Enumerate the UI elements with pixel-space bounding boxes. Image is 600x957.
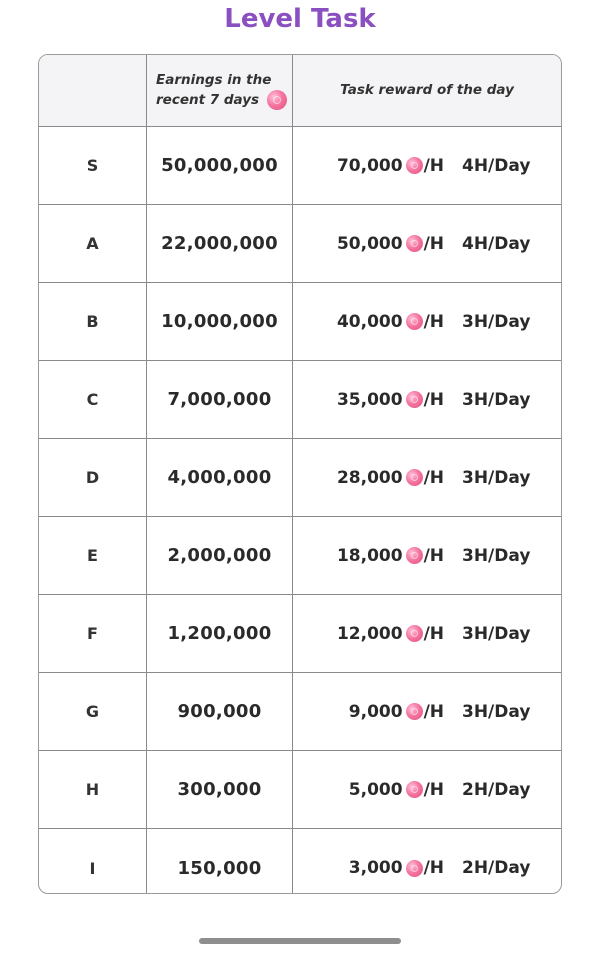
header-reward-cell (293, 55, 561, 126)
coin-icon (406, 313, 423, 330)
earnings-value: 2,000,000 (167, 545, 272, 566)
level-cell (39, 361, 147, 438)
earnings-cell (147, 829, 293, 894)
coin-icon (406, 391, 423, 408)
reward-hours: 2H/Day (462, 858, 531, 878)
reward-amount: 35,000 (336, 389, 403, 410)
reward-hours: 3H/Day (462, 467, 531, 488)
reward-amount: 70,000 (336, 155, 403, 176)
reward-amount: 12,000 (336, 623, 403, 644)
table-row (39, 751, 561, 829)
earnings-value: 50,000,000 (161, 155, 278, 176)
level-label: H (85, 780, 100, 799)
earnings-cell (147, 595, 293, 672)
reward-hours: 3H/Day (462, 389, 531, 410)
reward-unit: /H (423, 545, 444, 566)
level-cell (39, 595, 147, 672)
coin-icon (406, 235, 423, 252)
level-label: C (86, 390, 99, 409)
level-cell (39, 283, 147, 360)
reward-cell (293, 595, 561, 672)
level-cell (39, 829, 147, 894)
page-title: Level Task (224, 4, 376, 34)
header-reward-label: Task reward of the day (340, 82, 514, 98)
level-label: F (87, 624, 98, 643)
table-row (39, 127, 561, 205)
reward-cell (293, 517, 561, 594)
level-cell (39, 517, 147, 594)
reward-cell (293, 829, 561, 894)
reward-cell (293, 439, 561, 516)
level-label: D (85, 468, 100, 487)
earnings-value: 10,000,000 (161, 311, 278, 332)
reward-unit: /H (423, 233, 444, 254)
level-label: I (89, 858, 96, 878)
coin-icon (406, 703, 423, 720)
reward-unit: /H (423, 311, 444, 332)
table-row (39, 361, 561, 439)
home-indicator[interactable] (199, 938, 401, 944)
coin-icon (267, 90, 287, 110)
reward-cell (293, 127, 561, 204)
earnings-cell (147, 673, 293, 750)
coin-icon (406, 860, 423, 877)
reward-amount: 9,000 (348, 701, 403, 722)
reward-amount: 28,000 (336, 467, 403, 488)
earnings-value: 300,000 (177, 779, 262, 800)
reward-hours: 3H/Day (462, 623, 531, 644)
level-label: G (85, 702, 100, 721)
reward-unit: /H (423, 858, 444, 878)
header-earnings-label-line1: Earnings in the (156, 72, 272, 88)
level-cell (39, 751, 147, 828)
earnings-value: 1,200,000 (167, 623, 272, 644)
reward-unit: /H (423, 389, 444, 410)
earnings-value: 7,000,000 (167, 389, 272, 410)
coin-icon (406, 547, 423, 564)
table-row (39, 439, 561, 517)
reward-cell (293, 361, 561, 438)
earnings-value: 4,000,000 (167, 467, 272, 488)
reward-hours: 4H/Day (462, 155, 531, 176)
level-task-table (38, 54, 562, 894)
reward-unit: /H (423, 701, 444, 722)
reward-amount: 5,000 (348, 779, 403, 800)
table-header-row (39, 55, 561, 127)
earnings-value: 22,000,000 (161, 233, 278, 254)
reward-hours: 4H/Day (462, 233, 531, 254)
coin-icon (406, 469, 423, 486)
header-earnings-label-line2: recent 7 days (156, 91, 260, 108)
reward-amount: 18,000 (336, 545, 403, 566)
earnings-cell (147, 361, 293, 438)
reward-hours: 2H/Day (462, 779, 531, 800)
header-level-cell (39, 55, 147, 126)
level-label: E (87, 546, 98, 565)
reward-amount: 3,000 (348, 858, 403, 878)
reward-cell (293, 205, 561, 282)
coin-icon (406, 625, 423, 642)
earnings-cell (147, 751, 293, 828)
earnings-cell (147, 127, 293, 204)
level-label: A (86, 234, 99, 253)
reward-cell (293, 283, 561, 360)
earnings-cell (147, 205, 293, 282)
reward-hours: 3H/Day (462, 701, 531, 722)
level-cell (39, 439, 147, 516)
table-row (39, 517, 561, 595)
table-row (39, 673, 561, 751)
reward-cell (293, 751, 561, 828)
level-label: B (86, 312, 99, 331)
earnings-value: 900,000 (177, 701, 262, 722)
reward-unit: /H (423, 467, 444, 488)
table-row (39, 283, 561, 361)
table-row (39, 595, 561, 673)
level-cell (39, 205, 147, 282)
header-earnings-cell (147, 55, 293, 126)
reward-cell (293, 673, 561, 750)
reward-unit: /H (423, 155, 444, 176)
level-cell (39, 673, 147, 750)
level-cell (39, 127, 147, 204)
earnings-value: 150,000 (177, 857, 262, 879)
reward-hours: 3H/Day (462, 311, 531, 332)
earnings-cell (147, 517, 293, 594)
earnings-cell (147, 283, 293, 360)
coin-icon (406, 781, 423, 798)
reward-amount: 50,000 (336, 233, 403, 254)
reward-unit: /H (423, 779, 444, 800)
level-label: S (86, 156, 99, 175)
reward-amount: 40,000 (336, 311, 403, 332)
reward-unit: /H (423, 623, 444, 644)
table-row (39, 829, 561, 894)
coin-icon (406, 157, 423, 174)
table-row (39, 205, 561, 283)
reward-hours: 3H/Day (462, 545, 531, 566)
earnings-cell (147, 439, 293, 516)
